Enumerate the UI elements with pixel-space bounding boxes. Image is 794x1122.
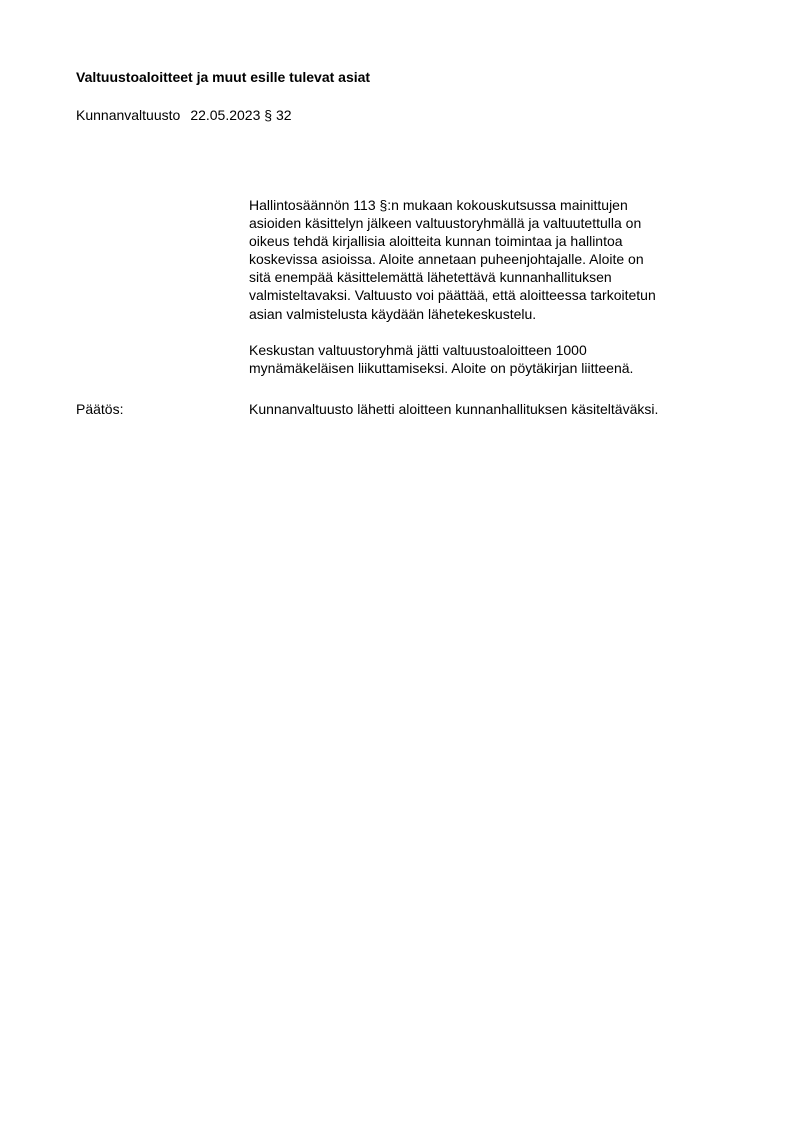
text-line: Keskustan valtuustoryhmä jätti valtuustoaloitteen 1000 (249, 341, 587, 358)
text-line: oikeus tehdä kirjallisia aloitteita kunnan toimintaa ja hallintoa (249, 233, 623, 250)
paragraph-rules (249, 196, 729, 323)
preparation-text (249, 196, 729, 377)
text-line: asioiden käsittelyn jälkeen valtuustoryhmällä ja valtuutettulla on (249, 215, 642, 232)
document-title: Valtuustoaloitteet ja muut esille tulevat asiat (76, 69, 371, 85)
meeting-info (76, 106, 292, 124)
text-line: mynämäkeläisen liikuttamiseksi. Aloite on pöytäkirjan liitteenä. (249, 359, 634, 376)
meeting-body: Kunnanvaltuusto (76, 107, 181, 123)
decision-text: Kunnanvaltuusto lähetti aloitteen kunnanhallituksen käsiteltäväksi. (249, 401, 659, 417)
decision-label: Päätös: (76, 401, 124, 417)
text-line: sitä enempää käsittelemättä lähetettävä kunnanhallituksen (249, 269, 612, 286)
text-line: valmisteltavaksi. Valtuusto voi päättää, että aloitteessa tarkoitetun (249, 287, 656, 304)
meeting-date-section: 22.05.2023 § 32 (190, 107, 292, 123)
text-line: koskevissa asioissa. Aloite annetaan puheenjohtajalle. Aloite on (249, 251, 644, 268)
paragraph-initiative (249, 341, 729, 377)
text-line: asian valmistelusta käydään lähetekeskustelu. (249, 305, 537, 322)
text-line: Hallintosäännön 113 §:n mukaan kokouskutsussa mainittujen (249, 197, 628, 213)
